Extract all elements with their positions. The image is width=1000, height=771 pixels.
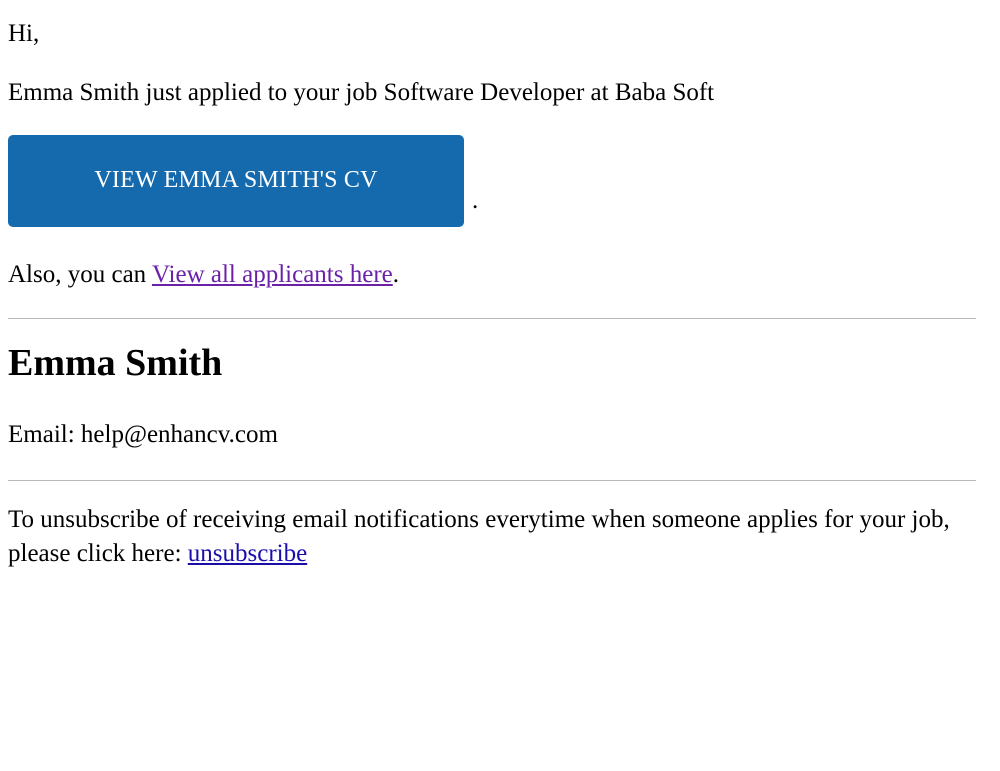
unsubscribe-text: To unsubscribe of receiving email notifications everytime when someone applies for your job, please click here: [8, 505, 950, 568]
unsubscribe-link[interactable]: unsubscribe [187, 540, 308, 568]
cta-row [8, 135, 988, 227]
application-notice-text: Emma Smith just applied to your job Software Developer at Baba Soft [8, 79, 715, 107]
divider-top [8, 318, 976, 319]
cta-trailing-period: . [472, 186, 479, 214]
view-all-applicants-link[interactable]: View all applicants here [151, 260, 393, 288]
sender-name: Emma Smith [8, 341, 223, 384]
greeting-text: Hi, [8, 20, 40, 47]
view-cv-button[interactable]: VIEW EMMA SMITH'S CV [8, 135, 464, 227]
also-suffix-text: . [392, 260, 399, 288]
unsubscribe-paragraph [8, 503, 974, 572]
sender-email: Email: help@enhancv.com [8, 420, 278, 448]
view-all-applicants-line [8, 259, 988, 290]
divider-bottom [8, 480, 976, 481]
also-prefix-text: Also, you can [8, 260, 152, 288]
